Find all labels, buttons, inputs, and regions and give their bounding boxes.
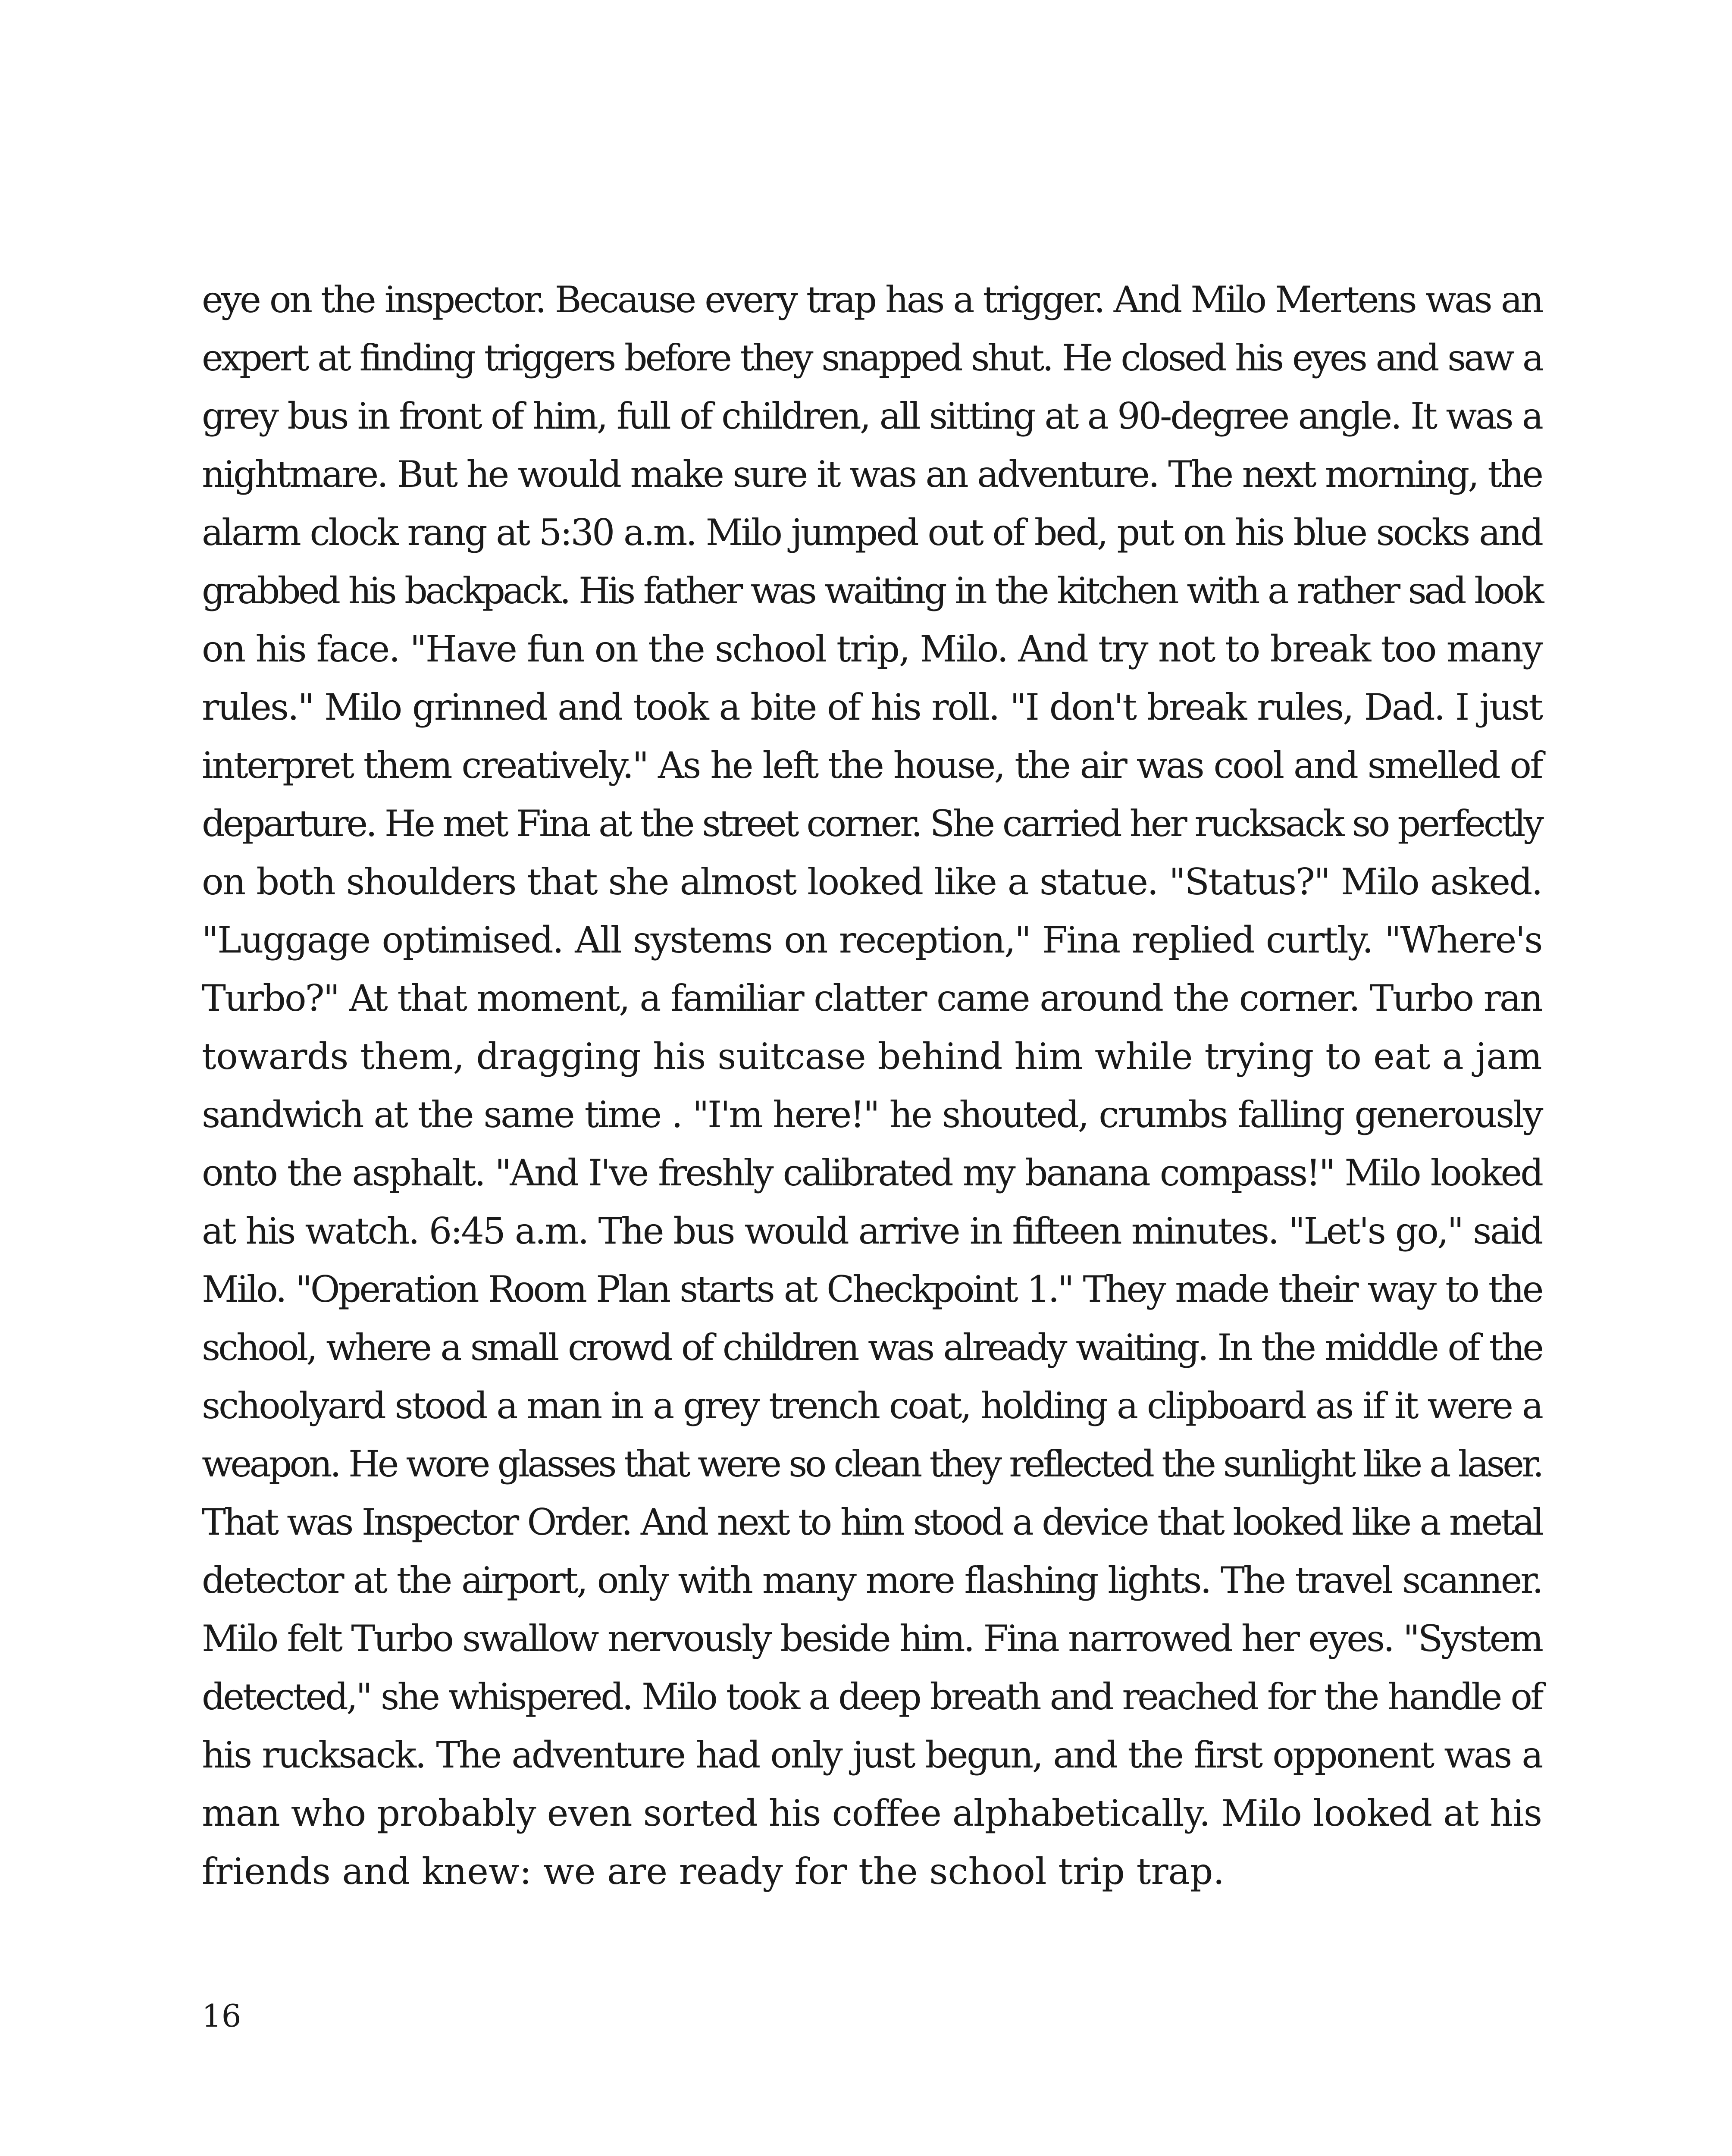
- text-line: onto the asphalt. "And I've freshly calibrated my banana compass!" Milo looked: [202, 1152, 1542, 1194]
- text-line: expert at finding triggers before they snapped shut. He closed his eyes and saw a: [202, 337, 1542, 379]
- text-line: nightmare. But he would make sure it was an adventure. The next morning, the: [202, 453, 1542, 495]
- text-line: rules." Milo grinned and took a bite of his roll. "I don't break rules, Dad. I just: [202, 686, 1542, 728]
- text-line: man who probably even sorted his coffee alphabetically. Milo looked at his: [202, 1792, 1542, 1834]
- text-line: grey bus in front of him, full of children, all sitting at a 90-degree angle. It was a: [202, 395, 1542, 437]
- text-line: eye on the inspector. Because every trap has a trigger. And Milo Mertens was an: [202, 279, 1542, 321]
- text-line: friends and knew: we are ready for the school trip trap.: [202, 1850, 1225, 1893]
- text-line: sandwich at the same time . "I'm here!" he shouted, crumbs falling generously: [202, 1094, 1542, 1136]
- text-line: interpret them creatively." As he left the house, the air was cool and smelled of: [202, 744, 1542, 787]
- text-line: alarm clock rang at 5:30 a.m. Milo jumped out of bed, put on his blue socks and: [202, 511, 1542, 554]
- text-line: That was Inspector Order. And next to him stood a device that looked like a metal: [202, 1501, 1542, 1543]
- text-line: weapon. He wore glasses that were so clean they reflected the sunlight like a laser.: [202, 1443, 1542, 1485]
- text-line: "Luggage optimised. All systems on reception," Fina replied curtly. "Where's: [202, 919, 1542, 961]
- text-line: Turbo?" At that moment, a familiar clatter came around the corner. Turbo ran: [202, 977, 1542, 1019]
- page-number: 16: [202, 1998, 241, 2034]
- text-line: on both shoulders that she almost looked like a statue. "Status?" Milo asked.: [202, 861, 1542, 903]
- text-line: detector at the airport, only with many more flashing lights. The travel scanner.: [202, 1559, 1542, 1601]
- text-line: towards them, dragging his suitcase behind him while trying to eat a jam: [202, 1035, 1542, 1078]
- text-line: his rucksack. The adventure had only just begun, and the first opponent was a: [202, 1734, 1542, 1776]
- text-line: detected," she whispered. Milo took a deep breath and reached for the handle of: [202, 1676, 1542, 1718]
- text-line: Milo. "Operation Room Plan starts at Checkpoint 1." They made their way to the: [202, 1268, 1542, 1310]
- body-text: [202, 271, 1542, 1901]
- text-line: schoolyard stood a man in a grey trench coat, holding a clipboard as if it were a: [202, 1385, 1542, 1427]
- text-line: grabbed his backpack. His father was waiting in the kitchen with a rather sad look: [202, 570, 1542, 612]
- text-line: on his face. "Have fun on the school trip, Milo. And try not to break too many: [202, 628, 1542, 670]
- text-line: departure. He met Fina at the street corner. She carried her rucksack so perfectly: [202, 802, 1542, 845]
- text-line: Milo felt Turbo swallow nervously beside him. Fina narrowed her eyes. "System: [202, 1617, 1542, 1660]
- text-line: school, where a small crowd of children was already waiting. In the middle of the: [202, 1326, 1542, 1369]
- text-line: at his watch. 6:45 a.m. The bus would arrive in fifteen minutes. "Let's go," said: [202, 1210, 1542, 1252]
